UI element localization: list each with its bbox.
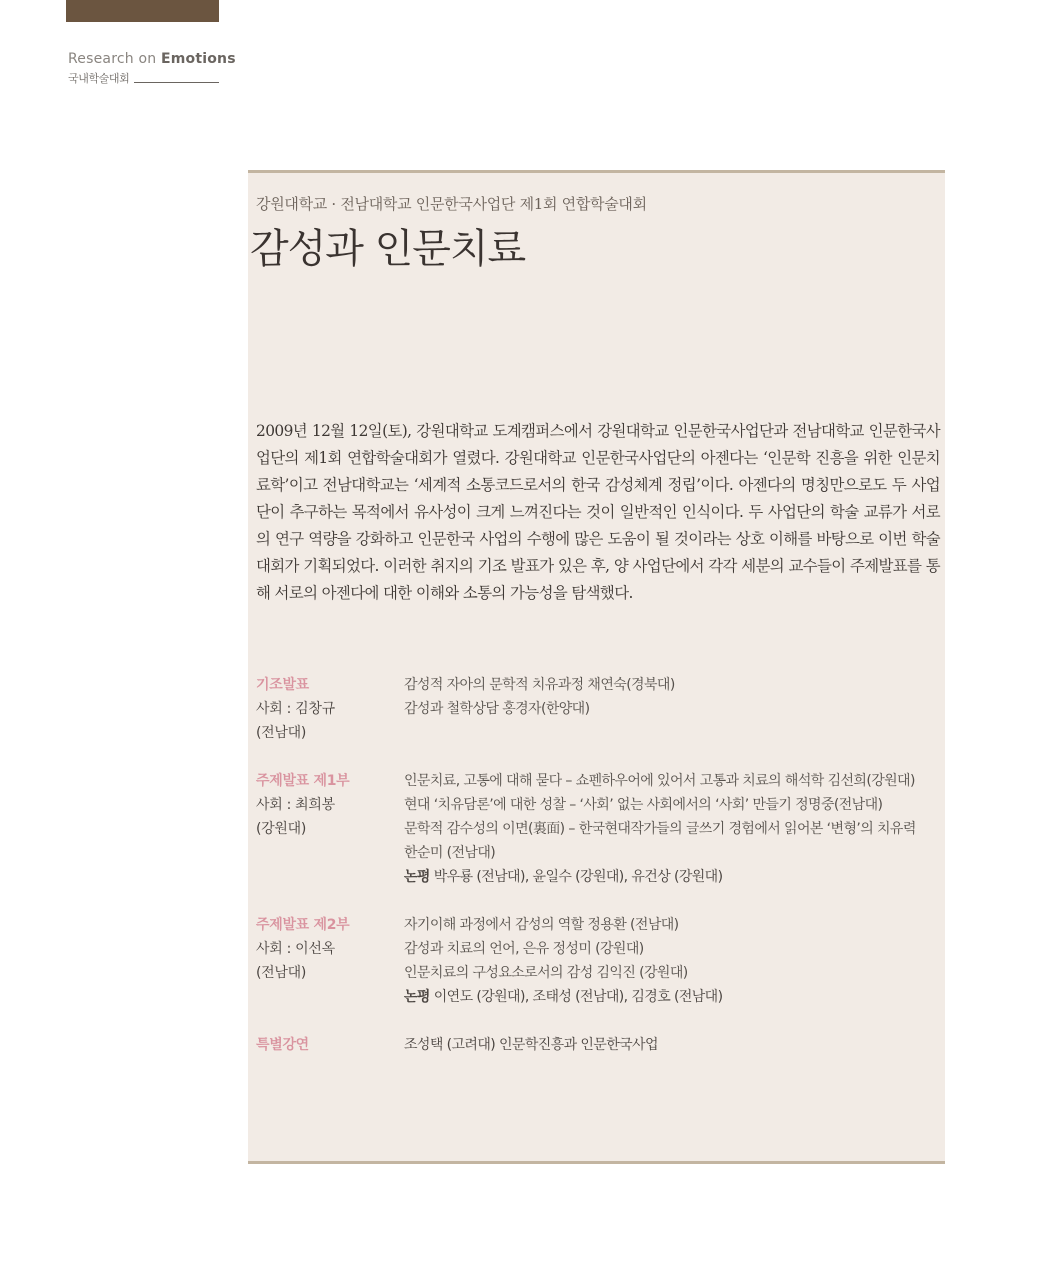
- event-intro: 2009년 12월 12일(토), 강원대학교 도계캠퍼스에서 강원대학교 인문한국사업단과 전남대학교 인문한국사업단의 제1회 연합학술대회가 열렸다. 강원대학교 인문한국사업단의 아젠다는 ‘인문학 진흥을 위한 인문치료학’이고 전남대학교는 ‘세계적 소통코드로서의 한국 감성체계 정립’이다. 아젠다의 명칭만으로도 두 사업단이 추구하는 목적에서 유사성이 크게 느껴진다는 것이 일반적인 인식이다. 두 사업단의 학술 교류가 서로의 연구 역량을 강화하고 인문한국 사업의 수행에 많은 도움이 될 것이라는 상호 이해를 바탕으로 이번 학술대회가 기획되었다. 이러한 취지의 기조 발표가 있은 후, 양 사업단에서 각각 세분의 교수들이 주제발표를 통해 서로의 아젠다에 대한 이해와 소통의 가능성을 탐색했다.: [256, 422, 940, 602]
- talk: 자기이해 과정에서 감성의 역할 정용환 (전남대): [404, 917, 679, 933]
- section-label: 주제발표 제2부: [256, 917, 350, 933]
- chair-affiliation: (강원대): [256, 821, 306, 837]
- event-panel: [248, 170, 945, 1164]
- session2-section: [256, 913, 940, 1009]
- chair: 사회 : 김창규: [256, 701, 335, 717]
- special-section: [256, 1033, 940, 1057]
- talk: 감성적 자아의 문학적 치유과정 채연숙(경북대): [404, 677, 675, 693]
- talk: 한순미 (전남대): [404, 845, 496, 861]
- event-title: 감성과 인문치료: [250, 226, 526, 272]
- session1-section: [256, 769, 940, 889]
- talk: 감성과 치료의 언어, 은유 정성미 (강원대): [404, 941, 644, 957]
- header-color-bar: [66, 0, 219, 22]
- event-subtitle: 강원대학교 · 전남대학교 인문한국사업단 제1회 연합학술대회: [256, 195, 647, 213]
- section-rule: [134, 82, 219, 83]
- talk: 현대 ‘치유담론’에 대한 성찰 – ‘사회’ 없는 사회에서의 ‘사회’ 만들기 정명중(전남대): [404, 797, 883, 813]
- keynote-section: [256, 673, 940, 745]
- program: [256, 673, 940, 1057]
- chair-affiliation: (전남대): [256, 965, 306, 981]
- talk: 감성과 철학상담 홍경자(한양대): [404, 701, 590, 717]
- review: 논평 박우룡 (전남대), 윤일수 (강원대), 유건상 (강원대): [404, 869, 723, 885]
- chair: 사회 : 최희봉: [256, 797, 335, 813]
- talk: 문학적 감수성의 이면(裏面) – 한국현대작가들의 글쓰기 경험에서 읽어본 ‘변형’의 치유력: [404, 821, 916, 837]
- series-prefix: Research on: [68, 51, 161, 67]
- chair-affiliation: (전남대): [256, 725, 306, 741]
- chair: 사회 : 이선옥: [256, 941, 335, 957]
- talk: 인문치료의 구성요소로서의 감성 김익진 (강원대): [404, 965, 688, 981]
- series-title: [68, 51, 236, 67]
- talk: 조성택 (고려대) 인문학진흥과 인문한국사업: [404, 1037, 658, 1053]
- running-head: [68, 51, 236, 86]
- series-bold: Emotions: [160, 51, 236, 67]
- section-label: 국내학술대회: [68, 72, 130, 85]
- section-label: 주제발표 제1부: [256, 773, 350, 789]
- talk: 인문치료, 고통에 대해 묻다 – 쇼펜하우어에 있어서 고통과 치료의 해석학 김선희(강원대): [404, 773, 915, 789]
- section-label: 특별강연: [256, 1037, 309, 1053]
- review: 논평 이연도 (강원대), 조태성 (전남대), 김경호 (전남대): [404, 989, 723, 1005]
- section-label: 기조발표: [256, 677, 309, 693]
